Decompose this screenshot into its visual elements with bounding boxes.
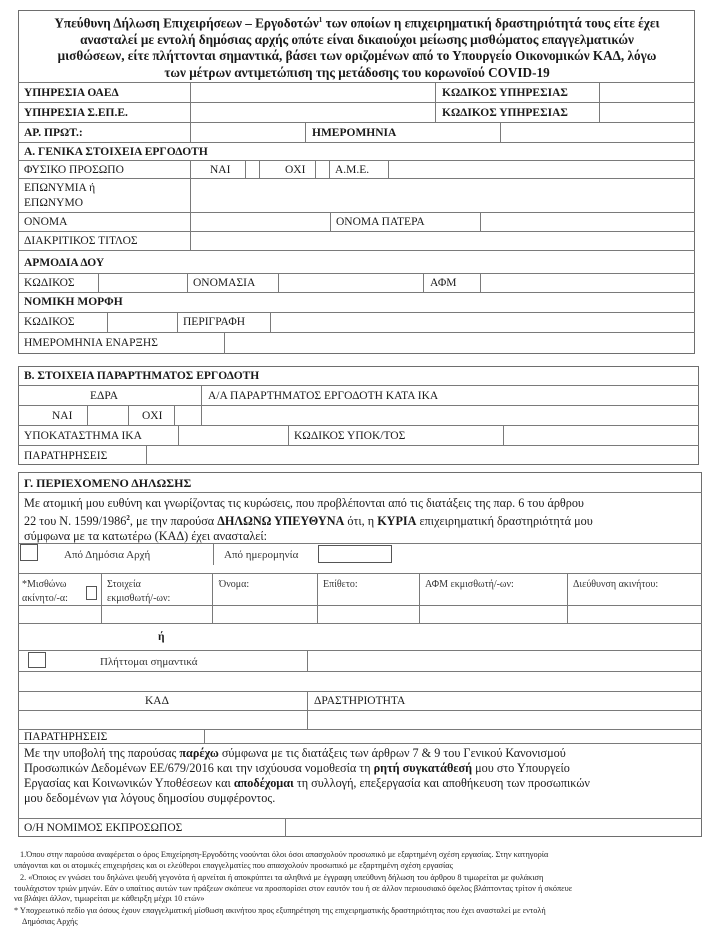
or-separator: ή <box>158 631 165 643</box>
company-name-field[interactable] <box>191 179 694 211</box>
tax-office-code-field[interactable] <box>99 274 186 291</box>
form-title: Υπεύθυνη Δήλωση Επιχειρήσεων – Εργοδοτών$^1$ των οποίων η επιχειρηματική δραστηριότητά τους είτε έχει ανασταλεί με εντολή δημόσιας αρχής οπότε είναι δικαιούχοι μείωσης μισθώματος επαγγελματικών μισθώσεων, είτε πλήττονται σημαντικά, βάσει των οριζομένων από το Υπουργείο Οικονομικών ΚΑΔ, λόγω των μέτρων αντιμετώπιση της μετάδοσης του κορωνοϊού COVID-19 <box>54 15 660 80</box>
seat-yes-box[interactable] <box>88 406 127 424</box>
leased-property-checkbox[interactable] <box>86 586 97 600</box>
lessor-details-label-1: Στοιχεία <box>107 579 141 590</box>
lessor-name-label: Όνομα: <box>219 579 250 590</box>
ika-branch-label: ΥΠΟΚΑΤΑΣΤΗΜΑ ΙΚΑ <box>24 430 142 442</box>
activity-label: ΔΡΑΣΤΗΡΙΟΤΗΤΑ <box>314 695 406 707</box>
ame-field[interactable] <box>389 161 694 177</box>
lessor-afm-field[interactable] <box>420 606 566 622</box>
footnote-1: 1.Όπου στην παρούσα αναφέρεται ο όρος Επιχείρηση-Εργοδότης νοούνται όλοι όσοι απασχολούν προσωπικό με εξαρτημένη σχέση εργασίας. Στην κατηγορία υπάγονται και οι ατομικές επιχειρήσεις και οι ελεύθεροι επαγγελματίες που απασχολούν προσωπικό με εξαρτημένη σχέση εργασίας <box>14 850 549 870</box>
footnote-2: 2. «Όποιος εν γνώσει του δηλώνει ψευδή γεγονότα ή αρνείται ή αποκρύπτει τα αληθινά με έγγραφη υπεύθυνη δήλωση του άρθρου 8 τιμωρείται με φυλάκιση τουλάχιστον τριών μηνών. Εάν ο υπαίτιος αυτών των πράξεων σκόπευε να προσπορίσει στον εαυτόν του ή σε άλλον περιουσιακό όφελος βλάπτοντας τρίτον ή σκόπευε να βλάψει άλλον, τιμωρείται με κάθειρξη μέχρι 10 ετών» <box>14 873 573 903</box>
natural-person-yes-label: ΝΑΙ <box>210 164 231 176</box>
section-b-remarks-label: ΠΑΡΑΤΗΡΗΣΕΙΣ <box>24 450 108 462</box>
father-name-field[interactable] <box>481 213 694 230</box>
sepe-service-label: ΥΠΗΡΕΣΙΑ Σ.ΕΠ.Ε. <box>24 107 128 119</box>
seat-yes-label: ΝΑΙ <box>52 410 73 422</box>
lessor-name-field[interactable] <box>213 606 316 622</box>
legal-form-code-label: ΚΩΔΙΚΟΣ <box>24 316 75 328</box>
property-address-field[interactable] <box>568 606 701 622</box>
property-address-label: Διεύθυνση ακινήτου: <box>573 579 659 590</box>
lessor-surname-field[interactable] <box>318 606 418 622</box>
legal-form-desc-label: ΠΕΡΙΓΡΑΦΗ <box>183 316 246 328</box>
section-b-remarks-field[interactable] <box>147 446 698 464</box>
lessor-row-cell-1[interactable] <box>19 606 100 622</box>
section-c-remarks-label: ΠΑΡΑΤΗΡΗΣΕΙΣ <box>24 731 108 743</box>
natural-person-yes-box[interactable] <box>246 161 258 177</box>
lessor-afm-label: ΑΦΜ εκμισθωτή/-ων: <box>425 579 514 590</box>
legal-form-heading: ΝΟΜΙΚΗ ΜΟΡΦΗ <box>24 296 123 308</box>
tax-office-name-field[interactable] <box>279 274 422 291</box>
oaed-code-label: ΚΩΔΙΚΟΣ ΥΠΗΡΕΣΙΑΣ <box>442 87 568 99</box>
afm-label: ΑΦΜ <box>430 277 457 289</box>
sepe-service-field[interactable] <box>191 103 434 121</box>
ika-branch-code-label: ΚΩΔΙΚΟΣ ΥΠΟΚ/ΤΟΣ <box>294 430 406 442</box>
date-field[interactable] <box>501 123 694 141</box>
oaed-service-field[interactable] <box>191 83 434 101</box>
trade-title-label: ΔΙΑΚΡΙΤΙΚΟΣ ΤΙΤΛΟΣ <box>24 235 138 247</box>
tax-office-code-label: ΚΩΔΙΚΟΣ <box>24 277 75 289</box>
first-name-field[interactable] <box>191 213 329 230</box>
public-authority-label: Από Δημόσια Αρχή <box>64 549 151 561</box>
protocol-no-field[interactable] <box>191 123 304 141</box>
leased-property-label-1: *Μισθώνω <box>22 579 67 590</box>
lessor-details-label-2: εκμισθωτή/-ων: <box>107 593 171 604</box>
leased-property-label-2: ακίνητο/-α: <box>22 593 68 604</box>
legal-form-desc-field[interactable] <box>271 313 694 331</box>
tax-office-name-label: ΟΝΟΜΑΣΙΑ <box>193 277 256 289</box>
kad-field[interactable] <box>19 711 306 728</box>
branch-no-field[interactable] <box>202 406 698 424</box>
significantly-affected-checkbox[interactable] <box>28 652 46 668</box>
kad-label: ΚΑΔ <box>145 695 170 707</box>
from-date-label: Από ημερομηνία <box>224 549 299 561</box>
seat-label: ΕΔΡΑ <box>90 390 119 402</box>
section-b-heading: Β. ΣΤΟΙΧΕΙΑ ΠΑΡΑΡΤΗΜΑΤΟΣ ΕΡΓΟΔΟΤΗ <box>24 370 260 382</box>
ika-branch-field[interactable] <box>179 426 287 444</box>
natural-person-no-box[interactable] <box>316 161 328 177</box>
seat-no-label: ΟΧΙ <box>142 410 163 422</box>
ame-label: Α.Μ.Ε. <box>335 164 370 176</box>
company-name-label-1: ΕΠΩΝΥΜΙΑ ή <box>24 182 96 194</box>
from-date-field[interactable] <box>318 545 392 563</box>
afm-field[interactable] <box>481 274 694 291</box>
public-authority-checkbox[interactable] <box>20 544 38 561</box>
significantly-affected-label: Πλήττομαι σημαντικά <box>100 656 198 668</box>
protocol-no-label: ΑΡ. ΠΡΩΤ.: <box>24 127 83 139</box>
section-c-heading: Γ. ΠΕΡΙΕΧΟΜΕΝΟ ΔΗΛΩΣΗΣ <box>24 476 192 490</box>
sepe-code-field[interactable] <box>600 103 694 121</box>
lessor-details-field[interactable] <box>102 606 211 622</box>
legal-form-code-field[interactable] <box>108 313 176 331</box>
company-name-label-2: ΕΠΩΝΥΜΟ <box>24 197 84 209</box>
date-label: ΗΜΕΡΟΜΗΝΙΑ <box>312 127 397 139</box>
section-a-heading: Α. ΓΕΝΙΚΑ ΣΤΟΙΧΕΙΑ ΕΡΓΟΔΟΤΗ <box>24 146 208 158</box>
start-date-label: ΗΜΕΡΟΜΗΝΙΑ ΕΝΑΡΞΗΣ <box>24 337 158 349</box>
branch-no-label: Α/Α ΠΑΡΑΡΤΗΜΑΤΟΣ ΕΡΓΟΔΟΤΗ ΚΑΤΑ ΙΚΑ <box>208 390 439 402</box>
trade-title-field[interactable] <box>191 232 694 249</box>
footnote-3: * Υποχρεωτικό πεδίο για όσους έχουν επαγγελματική μίσθωση ακινήτου προς εξυπηρέτηση της επιχειρηματικής δραστηριότητας που έχει ανασταλεί με εντολή Δημόσιας Αρχής <box>14 906 546 926</box>
father-name-label: ΟΝΟΜΑ ΠΑΤΕΡΑ <box>336 216 425 228</box>
ika-branch-code-field[interactable] <box>504 426 698 444</box>
natural-person-no-label: ΟΧΙ <box>285 164 306 176</box>
oaed-service-label: ΥΠΗΡΕΣΙΑ ΟΑΕΔ <box>24 87 119 99</box>
start-date-field[interactable] <box>225 333 694 353</box>
lessor-surname-label: Επίθετο: <box>323 579 358 590</box>
tax-office-heading: ΑΡΜΟΔΙΑ ΔΟΥ <box>24 257 105 269</box>
natural-person-label: ΦΥΣΙΚΟ ΠΡΟΣΩΠΟ <box>24 164 124 176</box>
consent-text: Με την υποβολή της παρούσας παρέχω σύμφωνα με τις διατάξεις των άρθρων 7 & 9 του Γενικού Κανονισμού Προσωπικών Δεδομένων ΕΕ/679/2016 και την ισχύουσα νομοθεσία τη ρητή συγκατάθεσή μου στο Υπουργείο Εργασίας και Κοινωνικών Υποθέσεων και αποδέχομαι τη συλλογή, επεξεργασία και αποθήκευση των προσωπικών μου δεδομένων για λόγους δημοσίου συμφέροντος. <box>24 746 590 805</box>
seat-no-box[interactable] <box>175 406 200 424</box>
sepe-code-label: ΚΩΔΙΚΟΣ ΥΠΗΡΕΣΙΑΣ <box>442 107 568 119</box>
activity-field[interactable] <box>308 711 701 728</box>
declaration-text: Με ατομική μου ευθύνη και γνωρίζοντας τις κυρώσεις, που προβλέπονται από τις διατάξεις της παρ. 6 του άρθρου 22 του Ν. 1599/1986$^2$, με την παρούσα ΔΗΛΩΝΩ ΥΠΕΥΘΥΝΑ ότι, η ΚΥΡΙΑ επιχειρηματική δραστηριότητά μου σύμφωνα με τα κατωτέρω (ΚΑΔ) έχει ανασταλεί: <box>24 496 593 544</box>
legal-representative-label: Ο/Η ΝΟΜΙΜΟΣ ΕΚΠΡΟΣΩΠΟΣ <box>24 822 183 834</box>
section-c-remarks-field[interactable] <box>205 730 701 742</box>
oaed-code-field[interactable] <box>600 83 694 101</box>
legal-representative-field[interactable] <box>286 819 701 836</box>
first-name-label: ΟΝΟΜΑ <box>24 216 68 228</box>
